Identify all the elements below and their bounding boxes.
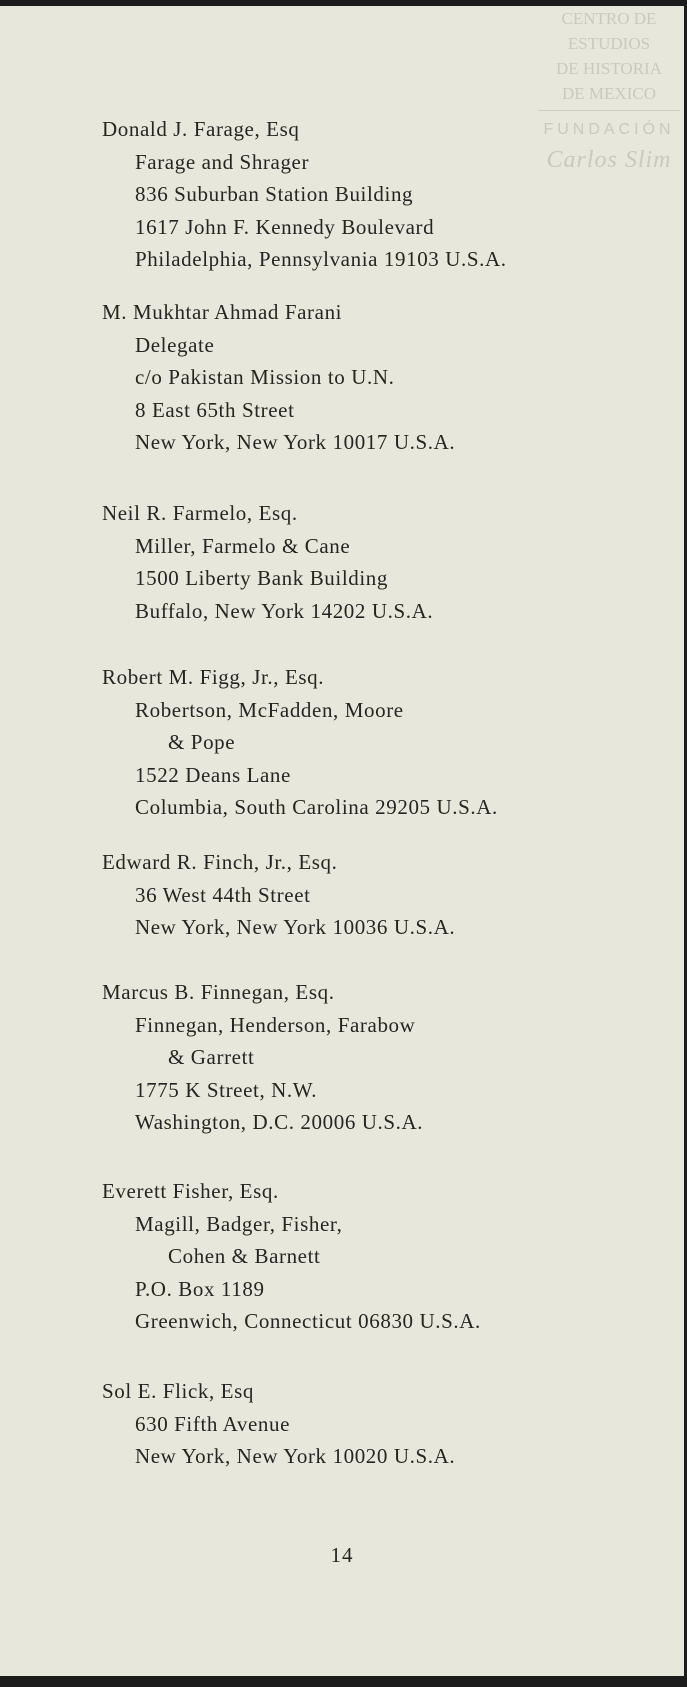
address-entry — [102, 113, 507, 276]
entry-line: Farage and Shrager — [135, 149, 310, 174]
address-entry — [102, 846, 455, 944]
entry-name: Donald J. Farage, Esq — [102, 117, 300, 141]
entry-line: Robertson, McFadden, Moore — [135, 697, 404, 722]
entry-line: & Garrett — [168, 1045, 255, 1069]
entry-line: 836 Suburban Station Building — [135, 182, 414, 206]
entry-line: 1522 Deans Lane — [135, 762, 291, 787]
entry-line: New York, New York 10020 U.S.A. — [135, 1444, 456, 1468]
entry-line: New York, New York 10036 U.S.A. — [135, 915, 456, 939]
entry-line: P.O. Box 1189 — [135, 1276, 265, 1301]
watermark-line: CENTRO DE — [561, 9, 657, 28]
entry-line: 1775 K Street, N.W. — [135, 1077, 318, 1102]
entry-name: Robert M. Figg, Jr., Esq. — [102, 665, 325, 689]
entry-line: Magill, Badger, Fisher, — [135, 1211, 343, 1236]
entry-name: M. Mukhtar Ahmad Farani — [102, 300, 343, 324]
entry-line: & Pope — [168, 730, 236, 754]
entry-line: Buffalo, New York 14202 U.S.A. — [135, 598, 434, 623]
watermark-line: ESTUDIOS — [567, 34, 651, 53]
address-entry — [102, 497, 433, 627]
entry-line: 1617 John F. Kennedy Boulevard — [135, 214, 435, 239]
entry-line: New York, New York 10017 U.S.A. — [135, 430, 456, 454]
entry-name: Edward R. Finch, Jr., Esq. — [102, 850, 338, 874]
watermark-signature: Carlos Slim — [546, 147, 672, 173]
entry-line: Finnegan, Henderson, Farabow — [135, 1012, 416, 1037]
watermark-line: DE HISTORIA — [556, 59, 662, 78]
entry-name: Neil R. Farmelo, Esq. — [102, 501, 298, 525]
address-entry — [102, 661, 498, 824]
entry-line: 8 East 65th Street — [135, 397, 295, 422]
watermark-divider — [538, 110, 680, 111]
address-entry — [102, 296, 455, 459]
archive-watermark — [534, 6, 684, 173]
watermark-fundacion: FUNDACIÓN — [543, 121, 675, 138]
entry-line: Miller, Farmelo & Cane — [135, 533, 351, 558]
address-entry — [102, 1175, 481, 1338]
entry-line: 1500 Liberty Bank Building — [135, 566, 388, 590]
entry-line: c/o Pakistan Mission to U.N. — [135, 365, 395, 389]
entry-line: Delegate — [135, 332, 215, 357]
document-page — [0, 6, 684, 1676]
address-entry — [102, 976, 423, 1139]
entry-line: Cohen & Barnett — [168, 1244, 321, 1268]
entry-line: 630 Fifth Avenue — [135, 1411, 291, 1436]
entry-name: Sol E. Flick, Esq — [102, 1379, 254, 1403]
entry-line: Columbia, South Carolina 29205 U.S.A. — [135, 795, 498, 819]
entry-line: Philadelphia, Pennsylvania 19103 U.S.A. — [135, 247, 507, 271]
watermark-line: DE MEXICO — [562, 84, 656, 103]
entry-name: Marcus B. Finnegan, Esq. — [102, 980, 335, 1004]
entry-line: Greenwich, Connecticut 06830 U.S.A. — [135, 1309, 481, 1333]
page-number: 14 — [330, 1543, 354, 1567]
entry-name: Everett Fisher, Esq. — [102, 1179, 279, 1203]
address-entry — [102, 1375, 455, 1473]
entry-line: Washington, D.C. 20006 U.S.A. — [135, 1110, 424, 1134]
entry-line: 36 West 44th Street — [135, 882, 311, 907]
